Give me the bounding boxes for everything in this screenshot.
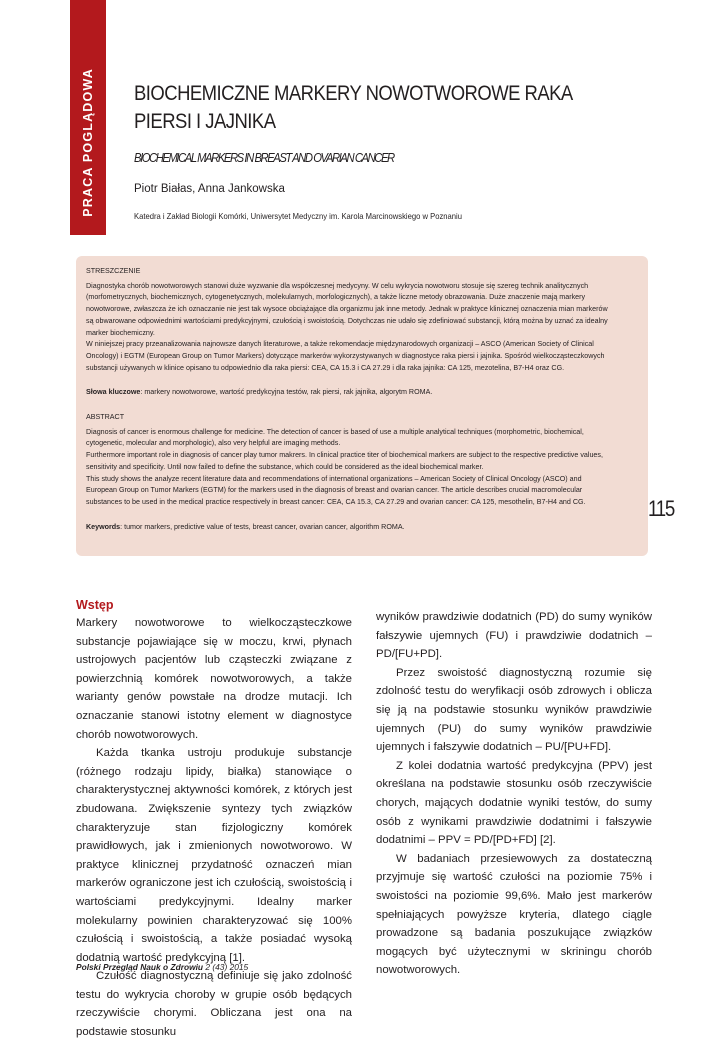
streszczenie-heading: STRESZCZENIE [86, 266, 141, 275]
abstract-paragraph: Furthermore important role in diagnosis of cancer play tumor makrers. In clinical practice titer of biochemical markers are subject to the respective predictive values, sensitivity and specificity. Until now failed to define the substance, which could be considered as the ideal biochemical marker. [86, 450, 603, 471]
body-paragraph: Przez swoistość diagnostyczną rozumie się zdolność testu do weryfikacji osób zdrowych i oblicza się ją na podstawie stosunku wyników prawdziwie ujemnych (PU) do sumy wyników prawdziwie ujemnych i fałszywie dodatnich – PU/[PU+FD]. [376, 666, 652, 754]
body-column-right [376, 608, 652, 980]
page-number: 115 [648, 496, 674, 521]
keywords-label: Keywords [86, 521, 121, 531]
abstract-content [86, 265, 612, 545]
abstract-paragraph: Diagnosis of cancer is enormous challenge for medicine. The detection of cancer is based of use a multiple analytical techniques (morphometric, biochemical, cytogenetic, molecular and morphologic), also very helpful are imaging methods. [86, 426, 584, 448]
body-paragraph: Każda tkanka ustroju produkuje substancje (różnego rodzaju lipidy, białka) stanowiące o charakterystycznej aktywności komórek, z których jest zbudowana. Zwiększenie syntezy tych związków charakteryzuje stan fizjologiczny komórek prawidłowych, jak i zmienionych nowotworowo. W praktyce klinicznej przydatność oznaczeń mian markerów ograniczone jest ich czułością, swoistością i wartościami predykcyjnymi. Idealny marker molekularny powinien charakteryzować się 100% czułością i swoistością, a także posiadać wysoką dodatnią wartość predykcyjną [1]. [76, 747, 352, 964]
abstract-paragraph: This study shows the analyze recent literature data and recommendations of international organizations – American Society of Clinical Oncology (ASCO) and European Group on Tumor Markers (EGTM) for the markers used in the diagnosis of breast and ovarian cancer. The article describes crucial macromolecular substances to be used in the medical practice respectively in breast cancer: CEA, CA 15.3, CA 27.29 and ovarian cancer: CA 125, mesothelin, B7-H4 and CG. [86, 473, 586, 506]
affiliation: Katedra i Zakład Biologii Komórki, Uniwersytet Medyczny im. Karola Marcinowskiego w Poznaniu [134, 211, 462, 221]
body-column-left [76, 596, 352, 1042]
section-label: PRACA POGLĄDOWA [81, 68, 95, 217]
body-paragraph: Czułość diagnostyczną definiuje się jako zdolność testu do wykrycia choroby w grupie osób będących rzeczywiście chorymi. Obliczana jest ona na podstawie stosunku [76, 970, 352, 1039]
journal-issue: 2 (43) 2015 [203, 962, 249, 972]
keywords-text: : tumor markers, predictive value of tests, breast cancer, ovarian cancer, algorithm ROMA. [120, 521, 405, 531]
article-subtitle: BIOCHEMICAL MARKERS IN BREAST AND OVARIAN CANCER [134, 151, 394, 165]
streszczenie-keywords [86, 386, 612, 398]
keywords-text: : markery nowotworowe, wartość predykcyjna testów, rak piersi, rak jajnika, algorytm ROMA. [140, 387, 433, 397]
body-paragraph: Z kolei dodatnia wartość predykcyjna (PPV) jest określana na podstawie stosunku osób rzeczywiście chorych, mających dodatnie wyniki testów, do sumy osób z wynikami prawdziwie dodatnimi i fałszywie dodatnimi – PPV = PD/[PD+FD] [2]. [376, 759, 652, 847]
keywords-label: Słowa kluczowe [86, 387, 141, 397]
body-paragraph: wyników prawdziwie dodatnich (PD) do sumy wyników fałszywie ujemnych (FU) i prawdziwie dodatnich – PD/[FU+PD]. [376, 611, 652, 661]
footer [76, 962, 248, 972]
section-label-container [70, 0, 106, 235]
streszczenie-paragraph: W niniejszej pracy przeanalizowania najnowsze danych literaturowe, a także rekomendacje międzynarodowych organizacji – ASCO (American Society of Clinical Oncology) i EGTM (European Group on Tumor Markers) dotyczące markerów wykorzystywanych w diagnostyce raka piersi i jajnika. Spośród wielkocząsteczkowych substancji używanych w klinice opisano tu odpowiednio dla raka piersi: CEA, CA 15.3 i CA 27.29 i dla raka jajnika: CA 125, mezotelina, B7-H4 oraz CG. [86, 339, 605, 372]
section-heading: Wstęp [76, 598, 114, 612]
streszczenie-paragraph: Diagnostyka chorób nowotworowych stanowi duże wyzwanie dla współczesnej medycyny. W celu wykrycia nowotworu stosuje się szereg technik analitycznych (morfometrycznych, biochemicznych, cytogenetycznych, molekularnych, morfologicznych), a także liczne metody obrazowania. Duże znaczenie mają markery nowotworowe, zwłaszcza że ich oznaczanie nie jest tak wysoce obciążające dla organizmu jak inne metody. Jednak w praktyce klinicznej oznaczenia mian markerów są obwarowane odpowiednimi wartościami predykcyjnymi, czułością i swoistością. Dotychczas nie udało się zdefiniować substancji, którą można by uznać za idealny marker biochemiczny. [86, 280, 608, 337]
body-paragraph: W badaniach przesiewowych za dostateczną przyjmuje się wartość czułości na poziomie 75% i swoistości na poziomie 99,6%. Mało jest markerów spełniających powyższe kryteria, dlatego ciągle prowadzone są badania poszukujące związków mogących być użytecznymi w skriningu chorób nowotworowych. [376, 852, 652, 977]
journal-name: Polski Przegląd Nauk o Zdrowiu [76, 962, 204, 972]
article-title: BIOCHEMICZNE MARKERY NOWOTWOROWE RAKA PIERSI I JAJNIKA [134, 82, 572, 133]
body-paragraph: Markery nowotworowe to wielkocząsteczkowe substancje pojawiające się w moczu, krwi, płynach ustrojowych pacjentów lub cząsteczki związane z powierzchnią komórek nowotworowych, a także warianty genów powstałe na drodze mutacji. Ich oznaczanie stanowi istotny element w diagnostyce chorób nowotworowych. [76, 617, 352, 741]
abstract-heading: ABSTRACT [86, 412, 125, 422]
authors: Piotr Białas, Anna Jankowska [134, 183, 285, 195]
abstract-box [76, 256, 648, 556]
abstract-keywords [86, 521, 612, 533]
